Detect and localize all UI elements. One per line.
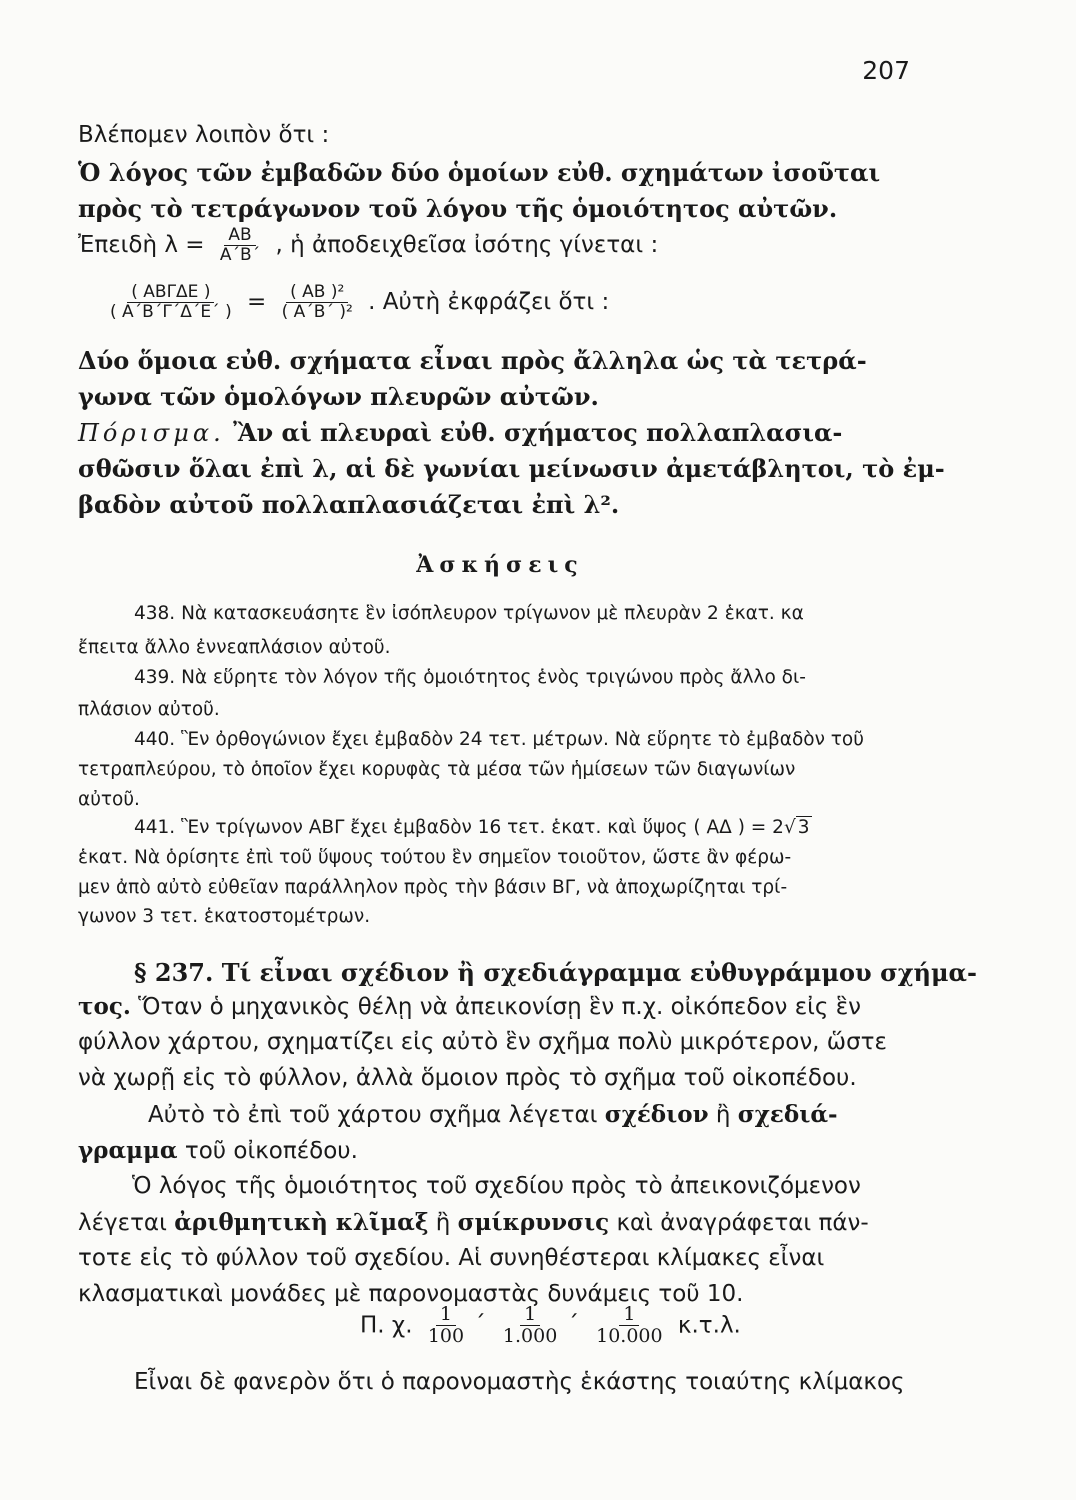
fraction-denominator: ( A΄B΄Γ΄Δ΄E΄ ) [110,301,232,322]
scale-fraction-3 [592,1304,666,1348]
fraction-numerator: 1 [520,1304,540,1326]
exercise-441-text: 441. Ἓν τρίγωνον ΑΒΓ ἔχει ἐμβαδὸν 16 τετ. ἑκατ. καὶ ὕψος ( ΑΔ ) = 2 [134,817,784,838]
section-line-4: νὰ χωρῇ εἰς τὸ φύλλον, ἀλλὰ ὅμοιον πρὸς τὸ σχῆμα τοῦ οἰκοπέδου. [78,1065,857,1091]
section-line-7: Ὁ λόγος τῆς ὁμοιότητος τοῦ σχεδίου πρὸς τὸ ἀπεικονιζόμενον [132,1173,861,1199]
fraction-denominator: 1.000 [502,1324,558,1347]
fraction-denominator: 100 [427,1324,465,1347]
exercise-440-line-1: 440. Ἓν ὀρθογώνιον ἔχει ἐμβαδὸν 24 τετ. μέτρων. Νὰ εὕρητε τὸ ἐμβαδὸν τοῦ [134,729,864,750]
example-suffix: κ.τ.λ. [677,1312,741,1339]
section-line-2 [78,993,861,1020]
term-schedion: σχέδιον [604,1101,709,1128]
equation-prefix: Ἐπειδὴ λ = [78,232,205,259]
corollary-line-2: σθῶσιν ὅλαι ἐπὶ λ, αἱ δὲ γωνίαι μείνωσιν ἀμετάβλητοι, τὸ ἐμ- [78,454,945,483]
exercise-438-line-2: ἔπειτα ἄλλο ἐννεαπλάσιον αὐτοῦ. [78,637,391,658]
term-arithmetic-scale: ἀριθμητικὴ κλῖμαξ [174,1209,429,1236]
sqrt-symbol: √ [783,817,796,838]
side-ratio-fraction [278,283,357,322]
example-prefix: Π. χ. [360,1312,413,1339]
theorem-line-1: Ὁ λόγος τῶν ἐμβαδῶν δύο ὁμοίων εὐθ. σχημάτων ἰσοῦται [78,158,881,187]
scale-examples [360,1304,741,1348]
fraction-denominator: A΄B΄ [219,244,261,265]
exercise-441-line-2: ἑκατ. Νὰ ὁρίσητε ἐπὶ τοῦ ὕψους τούτου ἓν σημεῖον τοιοῦτον, ὥστε ἂν φέρω- [78,847,792,868]
section-text: λέγεται [78,1210,167,1236]
fraction-numerator: AB [224,226,255,246]
exercise-441-line-1 [134,817,812,838]
exercise-440-line-3: αὐτοῦ. [78,789,140,810]
equals-sign: = [247,289,267,316]
theorem2-line-2: γωνα τῶν ὁμολόγων πλευρῶν αὐτῶν. [78,382,599,411]
term-schediagramma-end: γραμμα [78,1137,178,1164]
exercises-heading: Ἀσκήσεις [416,552,584,578]
exercise-439-line-1: 439. Νὰ εὕρητε τὸν λόγον τῆς ὁμοιότητος ἑνὸς τριγώνου πρὸς ἄλλο δι- [134,667,806,688]
section-text: ἢ [715,1102,731,1128]
section-line-10: κλασματικαὶ μονάδες μὲ παρονομαστὰς δυνάμεις τοῦ 10. [78,1281,744,1307]
separator: ΄ [567,1312,579,1339]
theorem-line-2: πρὸς τὸ τετράγωνον τοῦ λόγου τῆς ὁμοιότητος αὐτῶν. [78,194,838,223]
exercise-441-line-4: γωνον 3 τετ. ἑκατοστομέτρων. [78,906,371,927]
section-text: ἢ [435,1210,451,1236]
area-ratio-fraction [106,283,236,322]
section-line-6 [78,1137,358,1164]
section-text: Ὅταν ὁ μηχανικὸς θέλῃ νὰ ἀπεικονίσῃ ἓν π.χ. οἰκόπεδον εἰς ἓν [138,994,862,1020]
fraction-denominator: 10.000 [596,1324,663,1347]
section-text: καὶ ἀναγράφεται πάν- [616,1210,869,1236]
section-last-line: Εἶναι δὲ φανερὸν ὅτι ὁ παρονομαστὴς ἑκάστης τοιαύτης κλίμακος [134,1369,905,1395]
section-text: Αὐτὸ τὸ ἐπὶ τοῦ χάρτου σχῆμα λέγεται [148,1102,598,1128]
section-line-5 [148,1101,838,1128]
section-line-3: φύλλον χάρτου, σχηματίζει εἰς αὐτὸ ἓν σχῆμα πολὺ μικρότερον, ὥστε [78,1029,887,1055]
intro-line: Βλέπομεν λοιπὸν ὅτι : [78,122,330,148]
section-line-8 [78,1209,869,1236]
fraction-denominator: ( A΄B΄ )² [281,301,353,322]
scale-fraction-2 [499,1304,561,1348]
term-schediagramma: σχεδιά- [737,1101,838,1128]
lambda-fraction [216,226,264,265]
exercise-438-line-1: 438. Νὰ κατασκευάσητε ἓν ἰσόπλευρον τρίγωνον μὲ πλευρὰν 2 ἑκατ. κα [134,603,804,624]
exercise-439-line-2: πλάσιον αὐτοῦ. [78,699,220,720]
equation-area-ratio [102,283,609,322]
fraction-numerator: 1 [619,1304,639,1326]
corollary-line-1 [78,418,842,447]
equation-lambda [78,226,658,265]
section-title-end: τος. [78,993,131,1020]
corollary-text: Ἂν αἱ πλευραὶ εὐθ. σχήματος πολλαπλασια- [233,418,843,447]
separator: ΄ [474,1312,486,1339]
fraction-numerator: 1 [436,1304,456,1326]
corollary-label: Πόρισμα. [78,419,225,447]
theorem2-line-1: Δύο ὅμοια εὐθ. σχήματα εἶναι πρὸς ἄλληλα ὡς τὰ τετρά- [78,346,867,375]
fraction-numerator: ( AB )² [286,283,348,303]
exercise-440-line-2: τετραπλεύρου, τὸ ὁποῖον ἔχει κορυφὰς τὰ μέσα τῶν ἡμίσεων τῶν διαγωνίων [78,759,796,780]
section-title: § 237. Τί εἶναι σχέδιον ἢ σχεδιάγραμμα εὐθυγράμμου σχήμα- [134,958,977,987]
section-line-9: τοτε εἰς τὸ φύλλον τοῦ σχεδίου. Αἱ συνηθέστεραι κλίμακες εἶναι [78,1245,825,1271]
sqrt-radicand: 3 [797,817,810,838]
corollary-line-3: βαδὸν αὐτοῦ πολλαπλασιάζεται ἐπὶ λ². [78,490,620,519]
term-reduction: σμίκρυνσις [457,1209,610,1236]
scale-fraction-1 [424,1304,468,1348]
exercise-441-line-3: μεν ἀπὸ αὐτὸ εὐθεῖαν παράλληλον πρὸς τὴν βάσιν ΒΓ, νὰ ἀποχωρίζηται τρί- [78,877,788,898]
section-text: τοῦ οἰκοπέδου. [184,1138,358,1164]
page-number: 207 [862,56,910,85]
equation-suffix: . Αὐτὴ ἐκφράζει ὅτι : [368,289,610,316]
fraction-numerator: ( ABΓΔE ) [127,283,214,303]
equation-suffix: , ἡ ἀποδειχθεῖσα ἰσότης γίνεται : [275,232,659,259]
